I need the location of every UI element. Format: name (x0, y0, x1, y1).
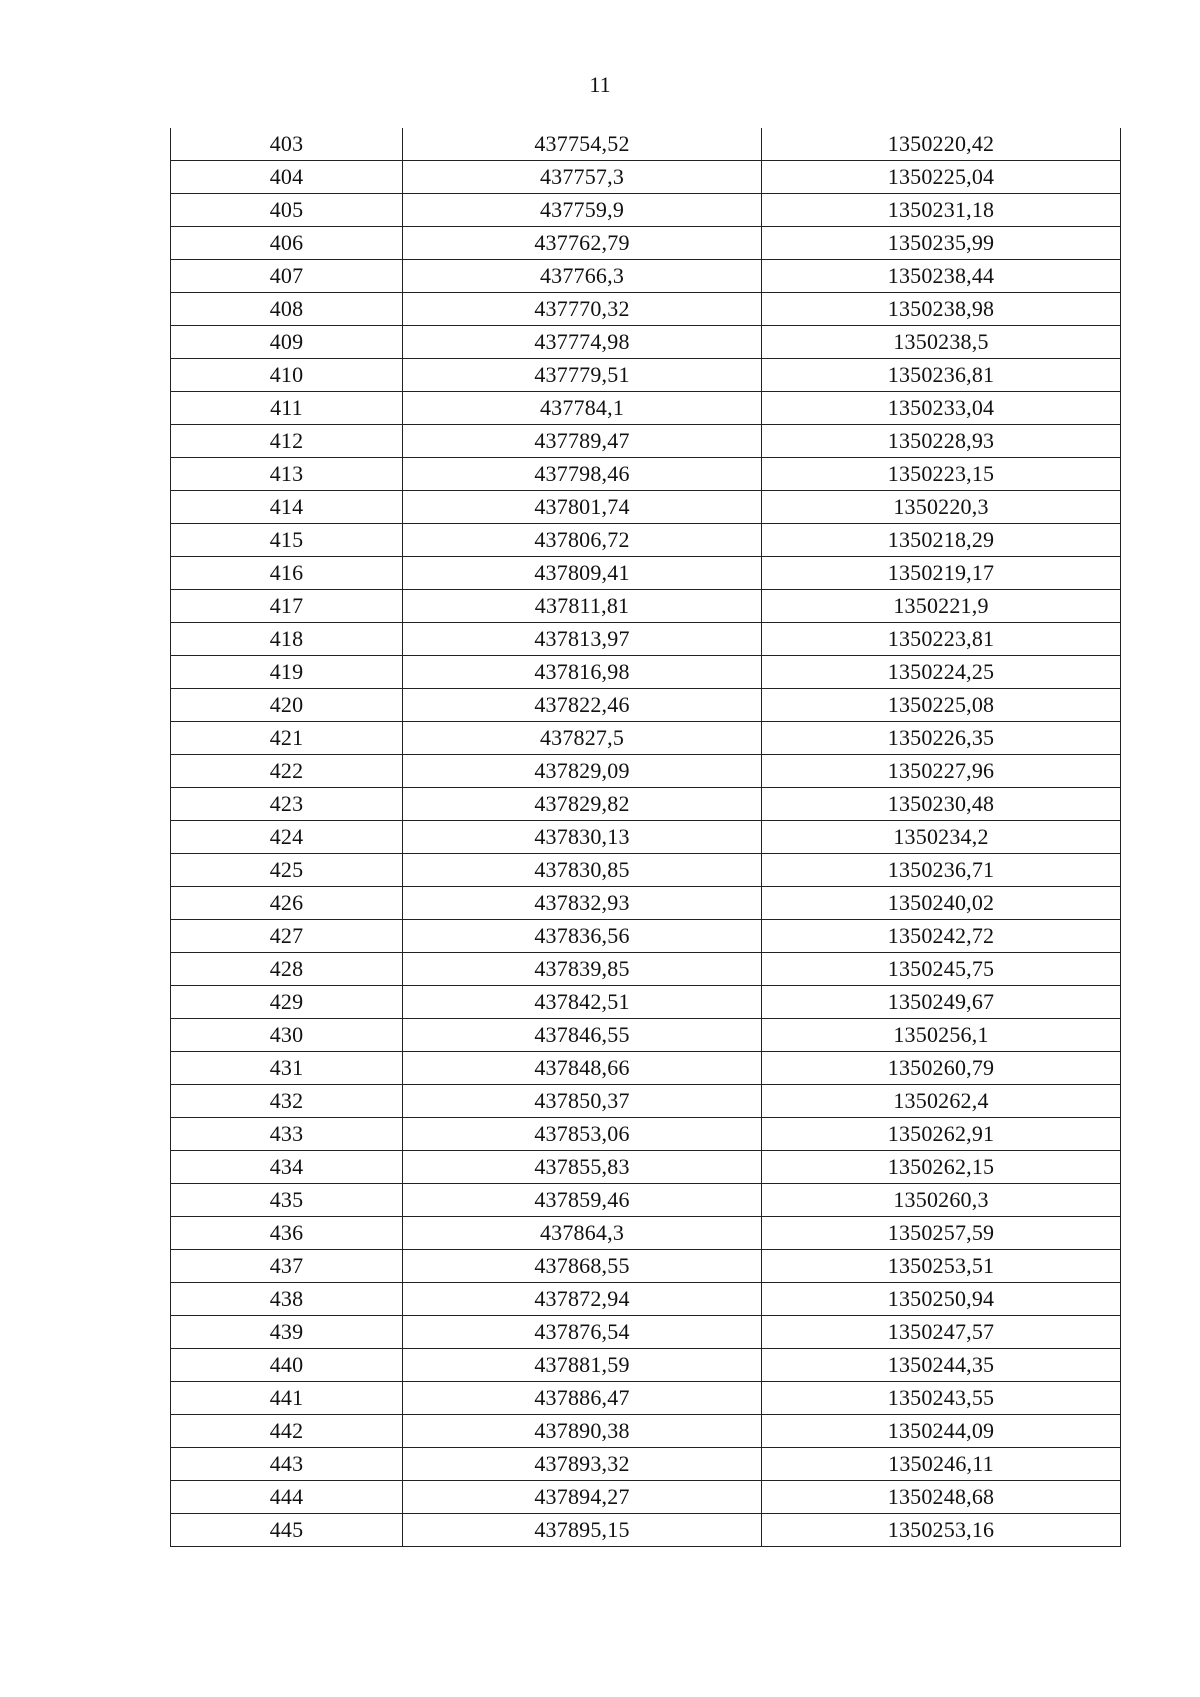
table-row (171, 392, 1121, 425)
y-coordinate-cell: 1350248,68 (762, 1481, 1121, 1514)
point-number-cell: 413 (171, 458, 403, 491)
point-number-cell: 404 (171, 161, 403, 194)
x-coordinate-cell: 437798,46 (403, 458, 762, 491)
table-row (171, 1019, 1121, 1052)
table-row (171, 1415, 1121, 1448)
y-coordinate-cell: 1350227,96 (762, 755, 1121, 788)
y-coordinate-cell: 1350253,51 (762, 1250, 1121, 1283)
point-number-cell: 432 (171, 1085, 403, 1118)
point-number-cell: 440 (171, 1349, 403, 1382)
x-coordinate-cell: 437842,51 (403, 986, 762, 1019)
x-coordinate-cell: 437850,37 (403, 1085, 762, 1118)
x-coordinate-cell: 437806,72 (403, 524, 762, 557)
table-row (171, 326, 1121, 359)
point-number-cell: 433 (171, 1118, 403, 1151)
table-row (171, 788, 1121, 821)
x-coordinate-cell: 437855,83 (403, 1151, 762, 1184)
x-coordinate-cell: 437830,85 (403, 854, 762, 887)
x-coordinate-cell: 437827,5 (403, 722, 762, 755)
y-coordinate-cell: 1350240,02 (762, 887, 1121, 920)
y-coordinate-cell: 1350249,67 (762, 986, 1121, 1019)
table-row (171, 1316, 1121, 1349)
point-number-cell: 437 (171, 1250, 403, 1283)
table-row (171, 1118, 1121, 1151)
point-number-cell: 412 (171, 425, 403, 458)
x-coordinate-cell: 437859,46 (403, 1184, 762, 1217)
point-number-cell: 423 (171, 788, 403, 821)
x-coordinate-cell: 437872,94 (403, 1283, 762, 1316)
table-row (171, 755, 1121, 788)
point-number-cell: 424 (171, 821, 403, 854)
x-coordinate-cell: 437832,93 (403, 887, 762, 920)
x-coordinate-cell: 437789,47 (403, 425, 762, 458)
x-coordinate-cell: 437848,66 (403, 1052, 762, 1085)
table-row (171, 1514, 1121, 1547)
point-number-cell: 443 (171, 1448, 403, 1481)
y-coordinate-cell: 1350225,08 (762, 689, 1121, 722)
point-number-cell: 436 (171, 1217, 403, 1250)
y-coordinate-cell: 1350253,16 (762, 1514, 1121, 1547)
table-row (171, 1184, 1121, 1217)
x-coordinate-cell: 437811,81 (403, 590, 762, 623)
table-row (171, 1481, 1121, 1514)
point-number-cell: 421 (171, 722, 403, 755)
x-coordinate-cell: 437801,74 (403, 491, 762, 524)
point-number-cell: 410 (171, 359, 403, 392)
table-row (171, 359, 1121, 392)
table-row (171, 656, 1121, 689)
x-coordinate-cell: 437839,85 (403, 953, 762, 986)
y-coordinate-cell: 1350242,72 (762, 920, 1121, 953)
y-coordinate-cell: 1350238,44 (762, 260, 1121, 293)
x-coordinate-cell: 437853,06 (403, 1118, 762, 1151)
y-coordinate-cell: 1350262,4 (762, 1085, 1121, 1118)
point-number-cell: 439 (171, 1316, 403, 1349)
y-coordinate-cell: 1350262,15 (762, 1151, 1121, 1184)
point-number-cell: 409 (171, 326, 403, 359)
x-coordinate-cell: 437784,1 (403, 392, 762, 425)
point-number-cell: 418 (171, 623, 403, 656)
point-number-cell: 426 (171, 887, 403, 920)
point-number-cell: 428 (171, 953, 403, 986)
y-coordinate-cell: 1350220,42 (762, 128, 1121, 161)
table-row (171, 1052, 1121, 1085)
coordinates-table (170, 128, 1121, 1547)
x-coordinate-cell: 437829,09 (403, 755, 762, 788)
x-coordinate-cell: 437864,3 (403, 1217, 762, 1250)
y-coordinate-cell: 1350219,17 (762, 557, 1121, 590)
y-coordinate-cell: 1350225,04 (762, 161, 1121, 194)
x-coordinate-cell: 437822,46 (403, 689, 762, 722)
point-number-cell: 444 (171, 1481, 403, 1514)
table-row (171, 887, 1121, 920)
x-coordinate-cell: 437886,47 (403, 1382, 762, 1415)
x-coordinate-cell: 437770,32 (403, 293, 762, 326)
point-number-cell: 415 (171, 524, 403, 557)
table-row (171, 1382, 1121, 1415)
point-number-cell: 430 (171, 1019, 403, 1052)
x-coordinate-cell: 437868,55 (403, 1250, 762, 1283)
table-row (171, 227, 1121, 260)
y-coordinate-cell: 1350221,9 (762, 590, 1121, 623)
table-row (171, 260, 1121, 293)
point-number-cell: 445 (171, 1514, 403, 1547)
table-row (171, 953, 1121, 986)
table-row (171, 1250, 1121, 1283)
point-number-cell: 438 (171, 1283, 403, 1316)
x-coordinate-cell: 437836,56 (403, 920, 762, 953)
point-number-cell: 405 (171, 194, 403, 227)
y-coordinate-cell: 1350220,3 (762, 491, 1121, 524)
point-number-cell: 435 (171, 1184, 403, 1217)
point-number-cell: 407 (171, 260, 403, 293)
point-number-cell: 414 (171, 491, 403, 524)
y-coordinate-cell: 1350238,98 (762, 293, 1121, 326)
point-number-cell: 403 (171, 128, 403, 161)
y-coordinate-cell: 1350245,75 (762, 953, 1121, 986)
point-number-cell: 434 (171, 1151, 403, 1184)
table-row (171, 1448, 1121, 1481)
x-coordinate-cell: 437774,98 (403, 326, 762, 359)
table-row (171, 920, 1121, 953)
y-coordinate-cell: 1350244,35 (762, 1349, 1121, 1382)
y-coordinate-cell: 1350244,09 (762, 1415, 1121, 1448)
y-coordinate-cell: 1350260,79 (762, 1052, 1121, 1085)
x-coordinate-cell: 437766,3 (403, 260, 762, 293)
x-coordinate-cell: 437779,51 (403, 359, 762, 392)
y-coordinate-cell: 1350247,57 (762, 1316, 1121, 1349)
point-number-cell: 431 (171, 1052, 403, 1085)
table-row (171, 623, 1121, 656)
x-coordinate-cell: 437816,98 (403, 656, 762, 689)
x-coordinate-cell: 437876,54 (403, 1316, 762, 1349)
table-row (171, 425, 1121, 458)
point-number-cell: 427 (171, 920, 403, 953)
y-coordinate-cell: 1350233,04 (762, 392, 1121, 425)
y-coordinate-cell: 1350218,29 (762, 524, 1121, 557)
table-row (171, 1283, 1121, 1316)
table-row (171, 1217, 1121, 1250)
y-coordinate-cell: 1350234,2 (762, 821, 1121, 854)
x-coordinate-cell: 437895,15 (403, 1514, 762, 1547)
table-row (171, 590, 1121, 623)
point-number-cell: 411 (171, 392, 403, 425)
table-row (171, 854, 1121, 887)
x-coordinate-cell: 437846,55 (403, 1019, 762, 1052)
x-coordinate-cell: 437762,79 (403, 227, 762, 260)
y-coordinate-cell: 1350250,94 (762, 1283, 1121, 1316)
table-row (171, 128, 1121, 161)
point-number-cell: 425 (171, 854, 403, 887)
table-row (171, 458, 1121, 491)
x-coordinate-cell: 437754,52 (403, 128, 762, 161)
x-coordinate-cell: 437809,41 (403, 557, 762, 590)
point-number-cell: 417 (171, 590, 403, 623)
point-number-cell: 420 (171, 689, 403, 722)
y-coordinate-cell: 1350223,81 (762, 623, 1121, 656)
x-coordinate-cell: 437894,27 (403, 1481, 762, 1514)
x-coordinate-cell: 437893,32 (403, 1448, 762, 1481)
table-row (171, 293, 1121, 326)
table-row (171, 1085, 1121, 1118)
point-number-cell: 441 (171, 1382, 403, 1415)
table-row (171, 821, 1121, 854)
point-number-cell: 429 (171, 986, 403, 1019)
y-coordinate-cell: 1350262,91 (762, 1118, 1121, 1151)
y-coordinate-cell: 1350260,3 (762, 1184, 1121, 1217)
table-row (171, 1151, 1121, 1184)
point-number-cell: 442 (171, 1415, 403, 1448)
x-coordinate-cell: 437830,13 (403, 821, 762, 854)
y-coordinate-cell: 1350236,71 (762, 854, 1121, 887)
x-coordinate-cell: 437813,97 (403, 623, 762, 656)
coordinates-table-body (171, 128, 1121, 1547)
x-coordinate-cell: 437759,9 (403, 194, 762, 227)
y-coordinate-cell: 1350236,81 (762, 359, 1121, 392)
y-coordinate-cell: 1350224,25 (762, 656, 1121, 689)
y-coordinate-cell: 1350235,99 (762, 227, 1121, 260)
y-coordinate-cell: 1350257,59 (762, 1217, 1121, 1250)
page-number: 11 (589, 72, 611, 97)
x-coordinate-cell: 437881,59 (403, 1349, 762, 1382)
table-row (171, 194, 1121, 227)
point-number-cell: 406 (171, 227, 403, 260)
point-number-cell: 419 (171, 656, 403, 689)
x-coordinate-cell: 437757,3 (403, 161, 762, 194)
y-coordinate-cell: 1350243,55 (762, 1382, 1121, 1415)
table-row (171, 689, 1121, 722)
x-coordinate-cell: 437829,82 (403, 788, 762, 821)
table-row (171, 524, 1121, 557)
y-coordinate-cell: 1350226,35 (762, 722, 1121, 755)
x-coordinate-cell: 437890,38 (403, 1415, 762, 1448)
table-row (171, 722, 1121, 755)
table-row (171, 1349, 1121, 1382)
y-coordinate-cell: 1350228,93 (762, 425, 1121, 458)
table-row (171, 557, 1121, 590)
table-row (171, 986, 1121, 1019)
point-number-cell: 416 (171, 557, 403, 590)
point-number-cell: 408 (171, 293, 403, 326)
table-row (171, 491, 1121, 524)
table-row (171, 161, 1121, 194)
y-coordinate-cell: 1350230,48 (762, 788, 1121, 821)
y-coordinate-cell: 1350231,18 (762, 194, 1121, 227)
y-coordinate-cell: 1350223,15 (762, 458, 1121, 491)
y-coordinate-cell: 1350246,11 (762, 1448, 1121, 1481)
point-number-cell: 422 (171, 755, 403, 788)
y-coordinate-cell: 1350238,5 (762, 326, 1121, 359)
y-coordinate-cell: 1350256,1 (762, 1019, 1121, 1052)
